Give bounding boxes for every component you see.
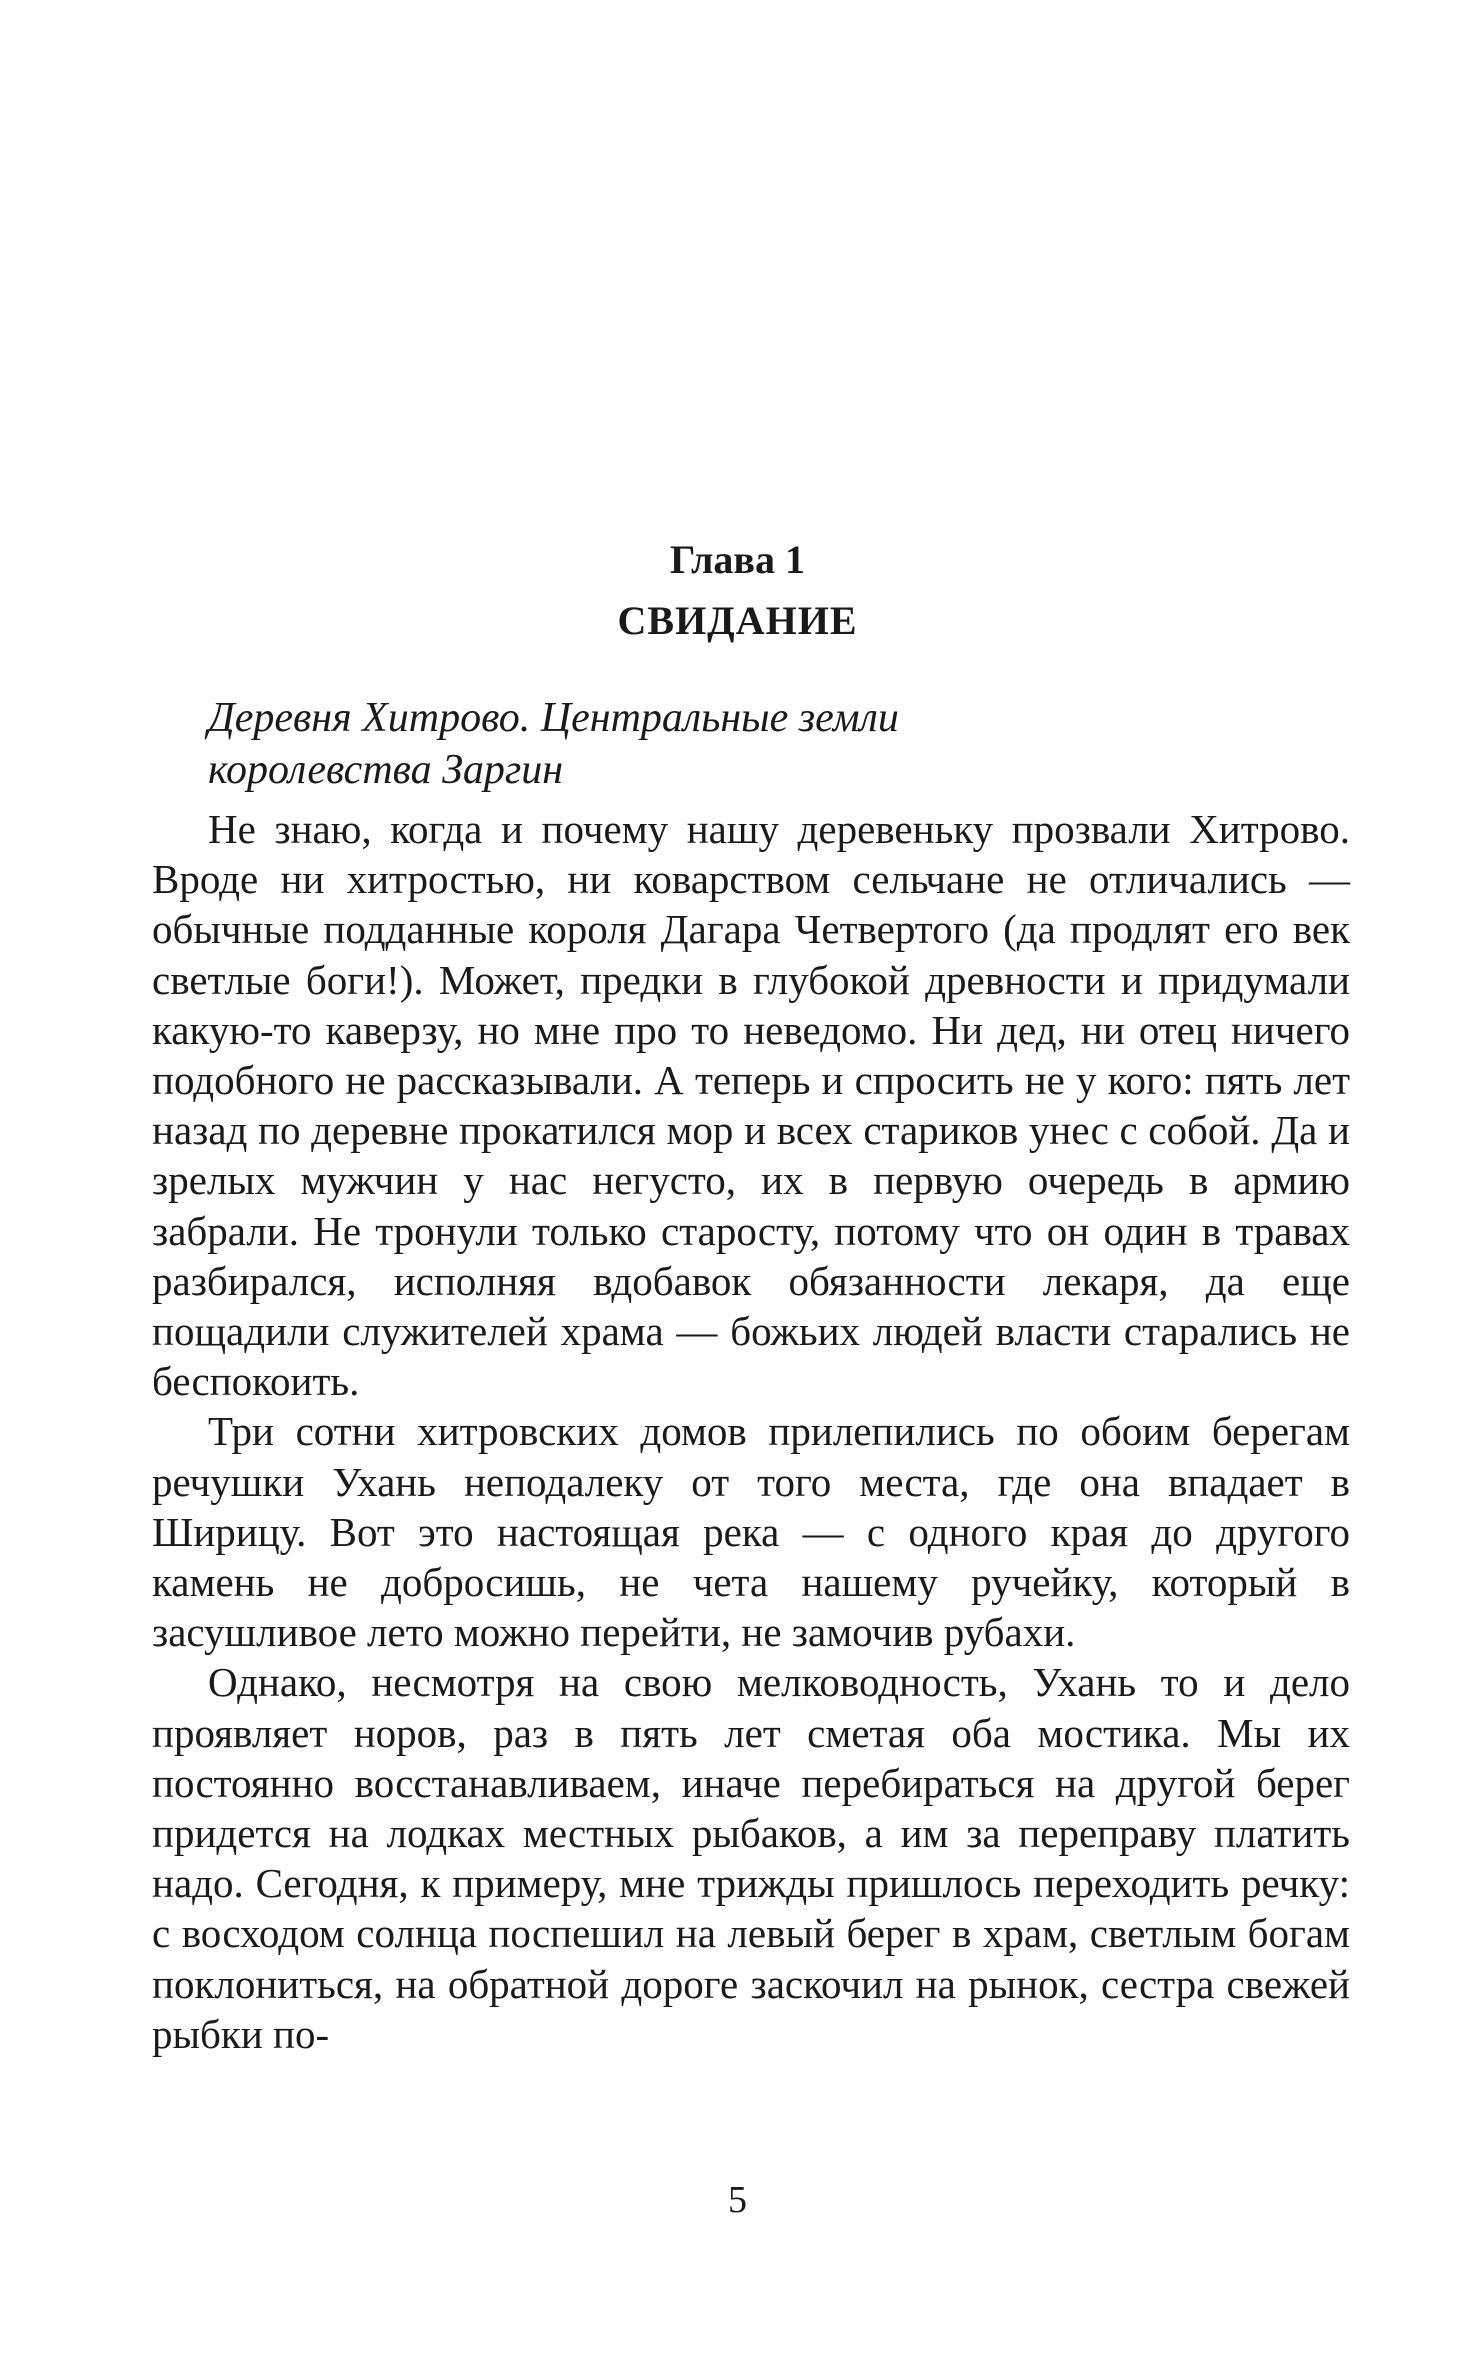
chapter-number: Глава 1 xyxy=(670,537,805,582)
epigraph-line: королевства Заргин xyxy=(208,747,564,793)
paragraph: Однако, несмотря на свою мелководность, Ухань то и дело проявляет норов, раз в пять лет сметая оба мостика. Мы их постоянно восстанавливаем, иначе перебираться на другой берег придется на лодках местных рыбаков, а им за переправу платить надо. Сегодня, к примеру, мне трижды пришлось переходить речку: с восходом солнца поспешил на левый берег в храм, светлым богам поклониться, на обратной дороге заскочил на рынок, сестра свежей рыбки по- xyxy=(152,1659,1350,2057)
paragraph: Три сотни хитровских домов прилепились по обоим берегам речушки Ухань неподалеку от того места, где она впадает в Ширицу. Вот это настоящая река — с одного края до другого камень не добросишь, не чета нашему ручейку, который в засушливое лето можно перейти, не замочив рубахи. xyxy=(152,1408,1350,1656)
epigraph xyxy=(208,692,1108,796)
epigraph-line: Деревня Хитрово. Центральные земли xyxy=(208,695,899,741)
paragraph: Не знаю, когда и почему нашу деревеньку прозвали Хитрово. Вроде ни хитростью, ни коварством сельчане не отличались — обычные подданные короля Дагара Четвертого (да продлят его век светлые боги!). Может, предки в глубокой древности и придумали какую-то каверзу, но мне про то неведомо. Ни дед, ни отец ничего подобного не рассказывали. А теперь и спросить не у кого: пять лет назад по деревне прокатился мор и всех стариков унес с собой. Да и зрелых мужчин у нас негусто, их в первую очередь в армию забрали. Не тронули только старосту, потому что он один в травах разбирался, исполняя вдобавок обязанности лекаря, да еще пощадили служителей храма — божьих людей власти старались не беспокоить. xyxy=(152,806,1350,1405)
body-text xyxy=(152,804,1350,2059)
chapter-title: СВИДАНИЕ xyxy=(617,598,858,643)
page-number: 5 xyxy=(728,2179,747,2221)
